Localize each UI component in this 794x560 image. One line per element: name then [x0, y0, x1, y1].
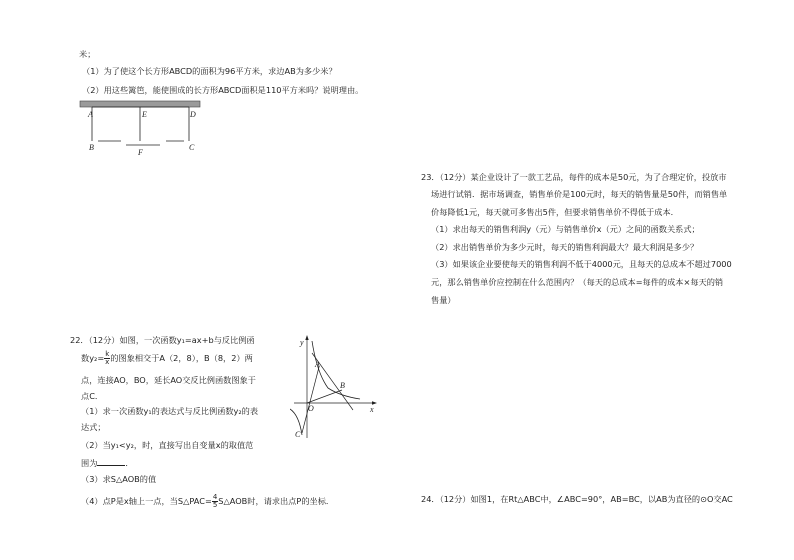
graph-label-a: A	[315, 360, 320, 369]
p23-line2: 场进行试销．据市场调查，销售单价是100元时，每天的销售量是50件，而销售单	[431, 189, 728, 199]
p24-line1: 24．（12分）如图1，在Rt△ABC中，∠ABC=90°，AB=BC，以AB为直径的⊙O交AC	[421, 494, 733, 504]
label-d: D	[190, 110, 196, 119]
p23-q3-line1: （3）如果该企业要使每天的销售利润不低于4000元，且每天的总成本不超过7000	[431, 259, 732, 269]
p22-q2-line2	[81, 457, 134, 469]
p23-q1: （1）求出每天的销售利润y（元）与销售单价x（元）之间的函数关系式；	[431, 224, 700, 234]
wall	[80, 101, 200, 107]
p22-line2-b: 的图象相交于A（2，8），B（8，2）两	[110, 353, 253, 363]
p23-line3: 价每降低1元，每天就可多售出5件，但要求销售单价不得低于成本．	[431, 207, 679, 217]
frac-den-5: 5	[212, 501, 218, 509]
p22-q2-line2-a: 围为	[81, 458, 98, 468]
p22-q3: （3）求S△AOB的值	[81, 474, 157, 484]
graph-label-b: B	[340, 381, 345, 390]
label-c: C	[189, 143, 195, 152]
p22-line2	[81, 351, 253, 366]
p22-line4: 点C．	[81, 391, 104, 401]
label-a: A	[88, 110, 93, 119]
y-axis-arrow	[305, 335, 308, 340]
p23-q2: （2）求出销售单价为多少元时，每天的销售利润最大？最大利润是多少？	[431, 242, 699, 252]
p22-q4	[81, 494, 334, 509]
p23-q3-line2: 元，那么销售单价应控制在什么范围内？（每天的总成本=每件的成本×每天的销	[431, 277, 724, 287]
label-f: F	[138, 148, 143, 157]
graph-label-c: C	[295, 430, 301, 439]
p22-q1-line1: （1）求一次函数y₁的表达式与反比例函数y₂的表	[81, 406, 259, 416]
line-ac	[302, 367, 319, 433]
frac-num-4: 4	[212, 493, 218, 501]
frac-num: k	[105, 350, 110, 358]
p22-line3: 点，连接AO，BO，延长AO交反比例函数图象于	[81, 375, 256, 385]
continuation-text: 米；	[79, 49, 96, 59]
fence-diagram	[78, 96, 208, 158]
frac-den: x	[105, 358, 110, 366]
label-e: E	[142, 110, 147, 119]
q21-part1: （1）为了使这个长方形ABCD的面积为96平方米，求边AB为多少米？	[82, 66, 337, 76]
function-graph	[290, 333, 380, 443]
hyperbola-branch-1	[312, 341, 360, 399]
p22-q1-line2: 达式；	[81, 422, 106, 432]
answer-blank	[97, 457, 125, 466]
p22-q4-b: S△AOB时，请求出点P的坐标．	[218, 496, 335, 506]
q21-part2: （2）用这些篱笆，能使围成的长方形ABCD面积是110平方米吗？说明理由。	[82, 85, 364, 95]
p23-q3-line3: 售量）	[431, 295, 456, 305]
p22-q4-a: （4）点P是x轴上一点，当S△PAC=	[81, 496, 212, 506]
p22-q2-line2-b: ．	[125, 458, 134, 468]
p22-line1: 22．（12分）如图，一次函数y₁=ax+b与反比例函	[70, 335, 255, 345]
p22-line2-a: 数y₂=	[81, 353, 105, 363]
graph-label-o: O	[308, 404, 314, 413]
graph-label-y: y	[300, 338, 304, 347]
p23-line1: 23．（12分）某企业设计了一款工艺品，每件的成本是50元，为了合理定价，投放市	[421, 172, 727, 182]
label-b: B	[89, 143, 94, 152]
p22-q2-line1: （2）当y₁<y₂，时，直接写出自变量x的取值范	[81, 440, 254, 450]
graph-label-x: x	[370, 405, 374, 414]
